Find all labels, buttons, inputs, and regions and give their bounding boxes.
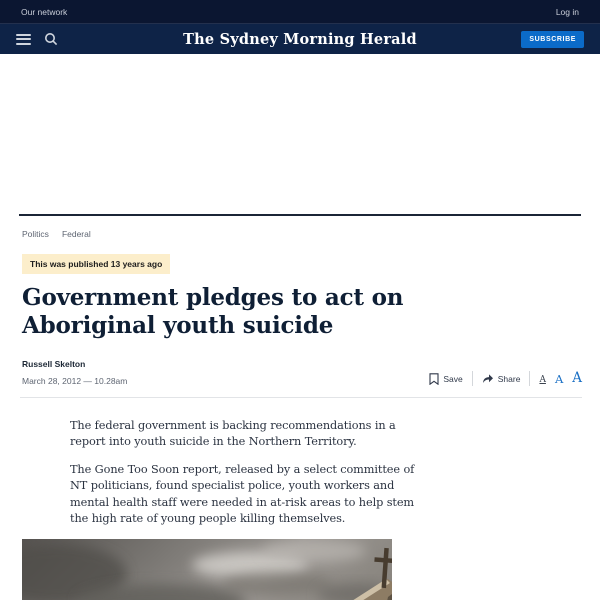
- article-paragraph: The Gone Too Soon report, released by a select committee of NT politicians, found specialist police, youth workers and mental health staff were needed in at-risk areas to help stem the high rate of young people killing themselves.: [70, 462, 415, 525]
- breadcrumb-item-federal[interactable]: Federal: [61, 229, 91, 239]
- article-paragraph: The federal government is backing recommendations in a report into youth suicide in the Northern Territory.: [70, 419, 396, 449]
- share-icon: [482, 373, 494, 384]
- hamburger-icon: [16, 43, 31, 45]
- author-link[interactable]: Russell Skelton: [22, 359, 86, 370]
- hamburger-icon: [16, 38, 31, 40]
- toolbar-divider: [529, 371, 530, 386]
- share-button[interactable]: [482, 373, 521, 384]
- masthead-logo[interactable]: The Sydney Morning Herald: [183, 30, 417, 48]
- article-headline: Government pledges to act on Aboriginal youth suicide: [22, 284, 404, 340]
- subscribe-button[interactable]: SUBSCRIBE: [521, 31, 584, 48]
- toolbar-divider: [472, 371, 473, 386]
- article-date: March 28, 2012 — 10.28am: [22, 376, 128, 387]
- share-label: Share: [497, 373, 521, 384]
- font-size-small-button[interactable]: A: [539, 375, 546, 386]
- search-icon: [44, 32, 58, 46]
- font-size-medium-button[interactable]: A: [554, 371, 564, 386]
- article-toolbar: [429, 371, 582, 386]
- search-button[interactable]: [44, 32, 58, 46]
- save-button[interactable]: [429, 373, 462, 385]
- save-label: Save: [443, 373, 463, 384]
- ad-placeholder: [0, 54, 600, 214]
- utility-bar: [0, 0, 600, 24]
- section-divider: [19, 214, 581, 216]
- font-size-large-button[interactable]: A: [572, 369, 582, 386]
- log-in-link[interactable]: Log in: [555, 6, 579, 17]
- byline-divider: [20, 397, 582, 398]
- breadcrumb: [22, 229, 578, 239]
- hero-image: [22, 539, 392, 600]
- bookmark-icon: [429, 373, 439, 385]
- hamburger-menu-button[interactable]: [16, 34, 31, 45]
- byline-row: [22, 359, 582, 386]
- font-size-controls: [539, 369, 582, 386]
- hamburger-icon: [16, 34, 31, 36]
- article-body: [70, 418, 417, 527]
- published-notice-badge: This was published 13 years ago: [22, 254, 170, 274]
- nav-bar: [0, 24, 600, 54]
- our-network-link[interactable]: Our network: [21, 6, 68, 17]
- breadcrumb-item-politics[interactable]: Politics: [22, 229, 49, 239]
